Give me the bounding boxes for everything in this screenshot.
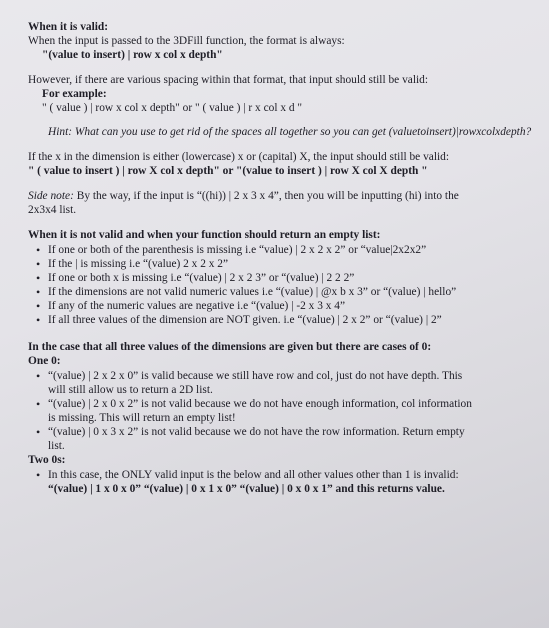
section-not-valid <box>28 228 533 327</box>
list-item <box>36 468 533 496</box>
capital-x-examples: " ( value to insert ) | row X col x depth" or "(value to insert ) | row X col X depth " <box>28 165 428 177</box>
list-item-line: is missing. This will return an empty list! <box>48 412 236 424</box>
spacing-examples: " ( value ) | row x col x depth" or " ( value ) | r x col x d " <box>42 102 303 114</box>
side-note-line1: By the way, if the input is “((hi)) | 2 x 3 x 4”, then you will be inputting (hi) into the <box>73 190 459 202</box>
heading-zero-cases: In the case that all three values of the dimensions are given but there are cases of 0: <box>28 341 432 353</box>
list-item <box>36 369 533 397</box>
list-item-line: • “(value) | 2 x 0 x 2” is not valid because we do not have enough information, col information <box>48 398 472 410</box>
list-item-line: list. <box>48 440 65 452</box>
section-capital-x <box>28 150 533 178</box>
heading-valid: When it is valid: <box>28 21 109 33</box>
list-item-line: • “(value) | 0 x 3 x 2” is not valid because we do not have the row information. Return empty <box>48 426 465 438</box>
valid-text: When the input is passed to the 3DFill function, the format is always: <box>28 35 345 47</box>
section-spacing <box>28 73 533 139</box>
one-zero-label: One 0: <box>28 355 61 367</box>
list-item <box>36 397 533 425</box>
not-valid-list <box>28 243 533 327</box>
hint-text: Hint: What can you use to get rid of the spaces all together so you can get (valuetoinsert)|rowxcolxdepth? <box>48 126 532 138</box>
section-zero-cases <box>28 340 533 496</box>
one-zero-list <box>28 369 533 453</box>
side-note-line2: 2x3x4 list. <box>28 204 77 216</box>
list-item: • If the | is missing i.e “(value) 2 x 2 x 2” <box>36 257 533 271</box>
section-side-note <box>28 189 533 217</box>
list-item: • If one or both of the parenthesis is missing i.e “value) | 2 x 2 x 2” or “value|2x2x2” <box>36 243 533 257</box>
spacing-text: However, if there are various spacing within that format, that input should still be valid: <box>28 74 429 86</box>
list-item <box>36 425 533 453</box>
two-zero-list <box>28 468 533 496</box>
valid-format: "(value to insert) | row x col x depth" <box>42 49 223 61</box>
side-note-label: Side note: <box>28 190 74 202</box>
example-label: For example: <box>42 88 107 100</box>
list-item: • If the dimensions are not valid numeric values i.e “(value) | @x b x 3” or “(value) | hello” <box>36 285 533 299</box>
heading-not-valid: When it is not valid and when your function should return an empty list: <box>28 229 381 241</box>
list-item-line: • In this case, the ONLY valid input is the below and all other values other than 1 is invalid: <box>48 469 459 481</box>
section-valid <box>28 20 533 62</box>
list-item-line: “(value) | 1 x 0 x 0” “(value) | 0 x 1 x 0” “(value) | 0 x 0 x 1” and this returns value. <box>48 483 445 495</box>
capital-x-text: If the x in the dimension is either (lowercase) x or (capital) X, the input should still be valid: <box>28 151 450 163</box>
list-item: • If all three values of the dimension are NOT given. i.e “(value) | 2 x 2” or “(value) | 2” <box>36 313 533 327</box>
list-item: • If one or both x is missing i.e “(value) | 2 x 2 3” or “(value) | 2 2 2” <box>36 271 533 285</box>
list-item-line: • “(value) | 2 x 2 x 0” is valid because we still have row and col, just do not have depth. This <box>48 370 463 382</box>
list-item-line: will still allow us to return a 2D list. <box>48 384 213 396</box>
two-zero-label: Two 0s: <box>28 454 66 466</box>
list-item: • If any of the numeric values are negative i.e “(value) | -2 x 3 x 4” <box>36 299 533 313</box>
